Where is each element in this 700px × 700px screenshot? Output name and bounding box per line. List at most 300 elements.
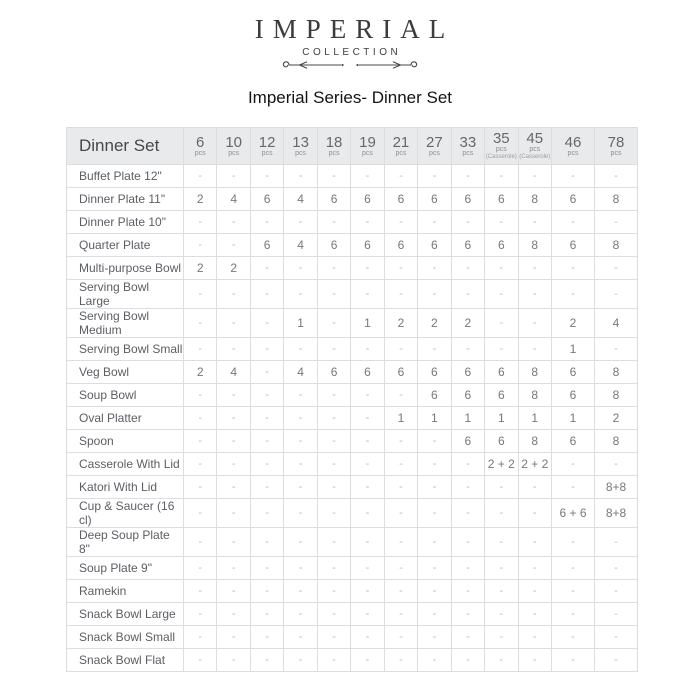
count-cell-empty: -: [418, 211, 451, 234]
column-header-18-pcs: [317, 128, 350, 165]
count-cell-empty: -: [217, 453, 250, 476]
count-cell-empty: -: [284, 384, 317, 407]
count-cell: 4: [284, 234, 317, 257]
count-cell-empty: -: [418, 499, 451, 528]
count-cell-empty: -: [418, 528, 451, 557]
count-cell-empty: -: [351, 499, 384, 528]
table-row: [67, 407, 638, 430]
count-cell-empty: -: [485, 338, 518, 361]
count-cell-empty: -: [250, 407, 283, 430]
count-cell: 6: [384, 234, 417, 257]
count-cell: 6: [552, 234, 595, 257]
count-cell: 6: [552, 430, 595, 453]
table-row: [67, 499, 638, 528]
count-cell: 6: [485, 430, 518, 453]
count-cell-empty: -: [184, 338, 217, 361]
count-cell: 6: [451, 188, 484, 211]
count-cell-empty: -: [351, 165, 384, 188]
count-cell-empty: -: [317, 165, 350, 188]
item-label: Serving Bowl Large: [67, 280, 184, 309]
count-cell: 2: [418, 309, 451, 338]
count-cell-empty: -: [184, 430, 217, 453]
count-cell-empty: -: [284, 499, 317, 528]
count-cell: 6: [250, 234, 283, 257]
count-cell-empty: -: [384, 338, 417, 361]
count-cell-empty: -: [418, 453, 451, 476]
count-cell: 8: [595, 188, 638, 211]
count-cell-empty: -: [317, 603, 350, 626]
count-cell-empty: -: [595, 280, 638, 309]
count-cell-empty: -: [317, 649, 350, 672]
page-title: Imperial Series- Dinner Set: [247, 88, 453, 107]
count-cell: 2: [451, 309, 484, 338]
count-cell: 1: [351, 309, 384, 338]
count-cell-empty: -: [317, 430, 350, 453]
count-cell-empty: -: [451, 649, 484, 672]
count-cell-empty: -: [595, 257, 638, 280]
count-cell-empty: -: [384, 165, 417, 188]
count-cell-empty: -: [518, 603, 551, 626]
count-cell: 6: [451, 430, 484, 453]
count-cell: 2: [595, 407, 638, 430]
count-cell-empty: -: [250, 338, 283, 361]
count-cell-empty: -: [351, 257, 384, 280]
count-cell-empty: -: [451, 257, 484, 280]
count-cell-empty: -: [518, 165, 551, 188]
count-cell-empty: -: [184, 626, 217, 649]
count-cell-empty: -: [284, 211, 317, 234]
count-cell-empty: -: [250, 361, 283, 384]
count-cell-empty: -: [217, 384, 250, 407]
count-cell-empty: -: [485, 280, 518, 309]
brand-flourish-ornament: [0, 58, 700, 72]
item-label: Oval Platter: [67, 407, 184, 430]
column-unit: pcs: [462, 149, 474, 157]
count-cell-empty: -: [351, 476, 384, 499]
count-cell-empty: -: [485, 499, 518, 528]
item-label: Buffet Plate 12": [67, 165, 184, 188]
count-cell: 1: [552, 407, 595, 430]
count-cell-empty: -: [351, 384, 384, 407]
count-cell: 8: [595, 361, 638, 384]
count-cell-empty: -: [351, 453, 384, 476]
count-cell-empty: -: [184, 280, 217, 309]
count-cell-empty: -: [518, 528, 551, 557]
column-count: 18: [325, 133, 343, 151]
count-cell-empty: -: [250, 430, 283, 453]
count-cell-empty: -: [250, 257, 283, 280]
count-cell-empty: -: [184, 649, 217, 672]
count-cell: 6: [418, 188, 451, 211]
count-cell-empty: -: [384, 384, 417, 407]
count-cell-empty: -: [184, 557, 217, 580]
count-cell: 6: [317, 361, 350, 384]
table-row: [67, 257, 638, 280]
count-cell-empty: -: [317, 499, 350, 528]
count-cell-empty: -: [317, 557, 350, 580]
count-cell: 8: [595, 384, 638, 407]
count-cell-empty: -: [595, 453, 638, 476]
count-cell: 6: [451, 384, 484, 407]
count-cell-empty: -: [451, 528, 484, 557]
count-cell: 6: [451, 361, 484, 384]
count-cell-empty: -: [451, 338, 484, 361]
table-row: [67, 361, 638, 384]
column-unit: pcs: [261, 149, 273, 157]
count-cell-empty: -: [184, 407, 217, 430]
count-cell-empty: -: [284, 626, 317, 649]
count-cell-empty: -: [485, 557, 518, 580]
item-label: Cup & Saucer (16 cl): [67, 499, 184, 528]
column-unit: pcs: [428, 149, 440, 157]
count-cell-empty: -: [284, 557, 317, 580]
table-row: [67, 453, 638, 476]
table-row: [67, 580, 638, 603]
count-cell-empty: -: [552, 280, 595, 309]
count-cell-empty: -: [595, 603, 638, 626]
count-cell-empty: -: [485, 165, 518, 188]
count-cell-empty: -: [250, 309, 283, 338]
count-cell-empty: -: [518, 257, 551, 280]
count-cell-empty: -: [184, 211, 217, 234]
count-cell-empty: -: [250, 580, 283, 603]
count-cell-empty: -: [384, 453, 417, 476]
count-cell: 8: [518, 188, 551, 211]
table-row: [67, 626, 638, 649]
count-cell-empty: -: [418, 603, 451, 626]
count-cell-empty: -: [418, 430, 451, 453]
count-cell-empty: -: [284, 280, 317, 309]
count-cell: 8+8: [595, 499, 638, 528]
count-cell-empty: -: [595, 580, 638, 603]
item-label: Soup Bowl: [67, 384, 184, 407]
count-cell: 6: [384, 188, 417, 211]
count-cell-empty: -: [485, 211, 518, 234]
count-cell-empty: -: [451, 557, 484, 580]
item-label: Dinner Plate 11": [67, 188, 184, 211]
column-count: 45: [526, 130, 544, 147]
table-header-row: [67, 128, 638, 165]
count-cell: 2: [184, 257, 217, 280]
count-cell: 4: [284, 188, 317, 211]
item-label: Snack Bowl Small: [67, 626, 184, 649]
count-cell-empty: -: [384, 430, 417, 453]
count-cell-empty: -: [184, 499, 217, 528]
count-cell-empty: -: [384, 649, 417, 672]
count-cell: 6: [451, 234, 484, 257]
column-note: (Casserole): [519, 154, 551, 160]
count-cell-empty: -: [552, 211, 595, 234]
column-unit: pcs: [495, 146, 507, 153]
count-cell: 8: [595, 234, 638, 257]
count-cell: 6: [351, 234, 384, 257]
table-row: [67, 234, 638, 257]
count-cell-empty: -: [351, 430, 384, 453]
count-cell-empty: -: [384, 626, 417, 649]
count-cell-empty: -: [552, 453, 595, 476]
count-cell: 2: [384, 309, 417, 338]
count-cell: 1: [451, 407, 484, 430]
count-cell-empty: -: [317, 580, 350, 603]
count-cell-empty: -: [284, 649, 317, 672]
item-label: Casserole With Lid: [67, 453, 184, 476]
count-cell-empty: -: [552, 557, 595, 580]
count-cell-empty: -: [184, 165, 217, 188]
count-cell: 6: [418, 384, 451, 407]
count-cell-empty: -: [184, 528, 217, 557]
count-cell-empty: -: [351, 280, 384, 309]
item-label: Spoon: [67, 430, 184, 453]
count-cell-empty: -: [384, 528, 417, 557]
count-cell-empty: -: [552, 580, 595, 603]
count-cell-empty: -: [284, 453, 317, 476]
count-cell-empty: -: [384, 257, 417, 280]
count-cell-empty: -: [595, 557, 638, 580]
column-unit: pcs: [328, 149, 340, 157]
count-cell-empty: -: [518, 280, 551, 309]
count-cell-empty: -: [518, 499, 551, 528]
count-cell-empty: -: [552, 257, 595, 280]
count-cell: 1: [284, 309, 317, 338]
count-cell: 6: [552, 384, 595, 407]
count-cell-empty: -: [384, 557, 417, 580]
count-cell: 1: [384, 407, 417, 430]
count-cell-empty: -: [217, 603, 250, 626]
count-cell-empty: -: [284, 476, 317, 499]
count-cell-empty: -: [217, 430, 250, 453]
count-cell: 6: [351, 361, 384, 384]
count-cell: 1: [518, 407, 551, 430]
count-cell-empty: -: [351, 603, 384, 626]
column-header-10-pcs: [217, 128, 250, 165]
item-label: Snack Bowl Flat: [67, 649, 184, 672]
count-cell-empty: -: [250, 626, 283, 649]
count-cell-empty: -: [184, 453, 217, 476]
column-count: 21: [392, 133, 410, 151]
count-cell: 6: [485, 361, 518, 384]
count-cell-empty: -: [351, 557, 384, 580]
column-header-13-pcs: [284, 128, 317, 165]
count-cell-empty: -: [485, 528, 518, 557]
item-label: Deep Soup Plate 8": [67, 528, 184, 557]
count-cell-empty: -: [518, 211, 551, 234]
count-cell-empty: -: [451, 603, 484, 626]
count-cell-empty: -: [284, 257, 317, 280]
count-cell-empty: -: [485, 309, 518, 338]
column-header-27-pcs: [418, 128, 451, 165]
count-cell: 8+8: [595, 476, 638, 499]
count-cell-empty: -: [595, 211, 638, 234]
count-cell: 8: [518, 234, 551, 257]
table-row: [67, 165, 638, 188]
count-cell-empty: -: [250, 649, 283, 672]
brand-tagline: COLLECTION: [302, 47, 402, 58]
column-header-19-pcs: [351, 128, 384, 165]
count-cell-empty: -: [595, 165, 638, 188]
count-cell-empty: -: [418, 626, 451, 649]
count-cell-empty: -: [485, 580, 518, 603]
count-cell-empty: -: [317, 626, 350, 649]
column-count: 12: [258, 133, 276, 151]
count-cell-empty: -: [250, 603, 283, 626]
count-cell-empty: -: [217, 309, 250, 338]
count-cell: 2: [552, 309, 595, 338]
count-cell-empty: -: [418, 280, 451, 309]
count-cell-empty: -: [518, 309, 551, 338]
count-cell-empty: -: [184, 384, 217, 407]
count-cell-empty: -: [552, 603, 595, 626]
count-cell-empty: -: [351, 649, 384, 672]
count-cell-empty: -: [250, 211, 283, 234]
table-corner-header: Dinner Set: [67, 128, 184, 165]
count-cell-empty: -: [217, 580, 250, 603]
column-header-33-pcs: [451, 128, 484, 165]
count-cell: 6: [317, 188, 350, 211]
count-cell-empty: -: [250, 499, 283, 528]
count-cell-empty: -: [451, 580, 484, 603]
count-cell-empty: -: [485, 649, 518, 672]
count-cell-empty: -: [451, 476, 484, 499]
column-count: 13: [292, 133, 309, 151]
count-cell-empty: -: [250, 476, 283, 499]
count-cell-empty: -: [384, 499, 417, 528]
count-cell-empty: -: [184, 309, 217, 338]
count-cell: 2: [217, 257, 250, 280]
column-count: 19: [359, 133, 376, 151]
table-row: [67, 430, 638, 453]
count-cell-empty: -: [418, 649, 451, 672]
count-cell-empty: -: [518, 338, 551, 361]
count-cell-empty: -: [217, 557, 250, 580]
count-cell: 8: [518, 384, 551, 407]
count-cell-empty: -: [451, 453, 484, 476]
count-cell-empty: -: [284, 603, 317, 626]
count-cell-empty: -: [184, 234, 217, 257]
column-header-6-pcs: [184, 128, 217, 165]
count-cell: 4: [217, 361, 250, 384]
column-unit: pcs: [567, 149, 579, 157]
column-unit: pcs: [610, 149, 622, 157]
count-cell: 2 + 2: [485, 453, 518, 476]
count-cell-empty: -: [351, 580, 384, 603]
count-cell-empty: -: [518, 626, 551, 649]
count-cell-empty: -: [384, 280, 417, 309]
count-cell-empty: -: [418, 257, 451, 280]
column-count: 27: [426, 133, 443, 151]
count-cell: 6: [552, 188, 595, 211]
count-cell-empty: -: [595, 649, 638, 672]
count-cell: 4: [595, 309, 638, 338]
count-cell-empty: -: [250, 528, 283, 557]
table-row: [67, 528, 638, 557]
count-cell-empty: -: [317, 309, 350, 338]
count-cell-empty: -: [418, 476, 451, 499]
count-cell-empty: -: [317, 338, 350, 361]
column-header-21-pcs: [384, 128, 417, 165]
table-row: [67, 338, 638, 361]
brand-name: IMPERIAL: [254, 14, 455, 44]
count-cell-empty: -: [518, 649, 551, 672]
table-row: [67, 384, 638, 407]
column-header-12-pcs: [250, 128, 283, 165]
count-cell-empty: -: [217, 626, 250, 649]
column-count: 33: [459, 133, 477, 151]
count-cell-empty: -: [451, 280, 484, 309]
count-cell-empty: -: [518, 557, 551, 580]
table-row: [67, 649, 638, 672]
count-cell: 6: [418, 361, 451, 384]
count-cell-empty: -: [250, 165, 283, 188]
count-cell: 6 + 6: [552, 499, 595, 528]
count-cell: 1: [418, 407, 451, 430]
table-row: [67, 188, 638, 211]
count-cell: 8: [595, 430, 638, 453]
count-cell: 6: [418, 234, 451, 257]
count-cell-empty: -: [552, 528, 595, 557]
column-header-35-pcs: [485, 128, 518, 165]
count-cell-empty: -: [485, 626, 518, 649]
count-cell-empty: -: [217, 499, 250, 528]
count-cell: 2: [184, 361, 217, 384]
count-cell-empty: -: [384, 603, 417, 626]
count-cell-empty: -: [317, 453, 350, 476]
item-label: Veg Bowl: [67, 361, 184, 384]
count-cell-empty: -: [217, 211, 250, 234]
column-header-78-pcs: [595, 128, 638, 165]
item-label: Snack Bowl Large: [67, 603, 184, 626]
count-cell-empty: -: [351, 626, 384, 649]
column-header-46-pcs: [552, 128, 595, 165]
flourish-icon: [280, 58, 420, 72]
column-count: 78: [607, 133, 625, 151]
count-cell: 4: [284, 361, 317, 384]
count-cell-empty: -: [518, 580, 551, 603]
column-unit: pcs: [228, 149, 240, 157]
count-cell-empty: -: [184, 476, 217, 499]
count-cell-empty: -: [418, 338, 451, 361]
count-cell-empty: -: [284, 528, 317, 557]
item-label: Multi-purpose Bowl: [67, 257, 184, 280]
count-cell-empty: -: [317, 384, 350, 407]
count-cell-empty: -: [317, 211, 350, 234]
count-cell-empty: -: [217, 165, 250, 188]
count-cell-empty: -: [351, 528, 384, 557]
count-cell: 2: [184, 188, 217, 211]
count-cell: 8: [518, 361, 551, 384]
count-cell-empty: -: [317, 476, 350, 499]
item-label: Katori With Lid: [67, 476, 184, 499]
item-label: Soup Plate 9": [67, 557, 184, 580]
count-cell: 2 + 2: [518, 453, 551, 476]
count-cell-empty: -: [451, 626, 484, 649]
count-cell-empty: -: [552, 649, 595, 672]
count-cell-empty: -: [518, 476, 551, 499]
count-cell-empty: -: [485, 476, 518, 499]
count-cell-empty: -: [184, 580, 217, 603]
table-row: [67, 280, 638, 309]
count-cell-empty: -: [217, 649, 250, 672]
count-cell-empty: -: [384, 580, 417, 603]
table-row: [67, 603, 638, 626]
table-row: [67, 476, 638, 499]
count-cell-empty: -: [595, 338, 638, 361]
count-cell-empty: -: [217, 528, 250, 557]
count-cell-empty: -: [384, 476, 417, 499]
table-row: [67, 557, 638, 580]
count-cell-empty: -: [451, 165, 484, 188]
column-count: 35: [492, 130, 510, 147]
count-cell-empty: -: [451, 211, 484, 234]
